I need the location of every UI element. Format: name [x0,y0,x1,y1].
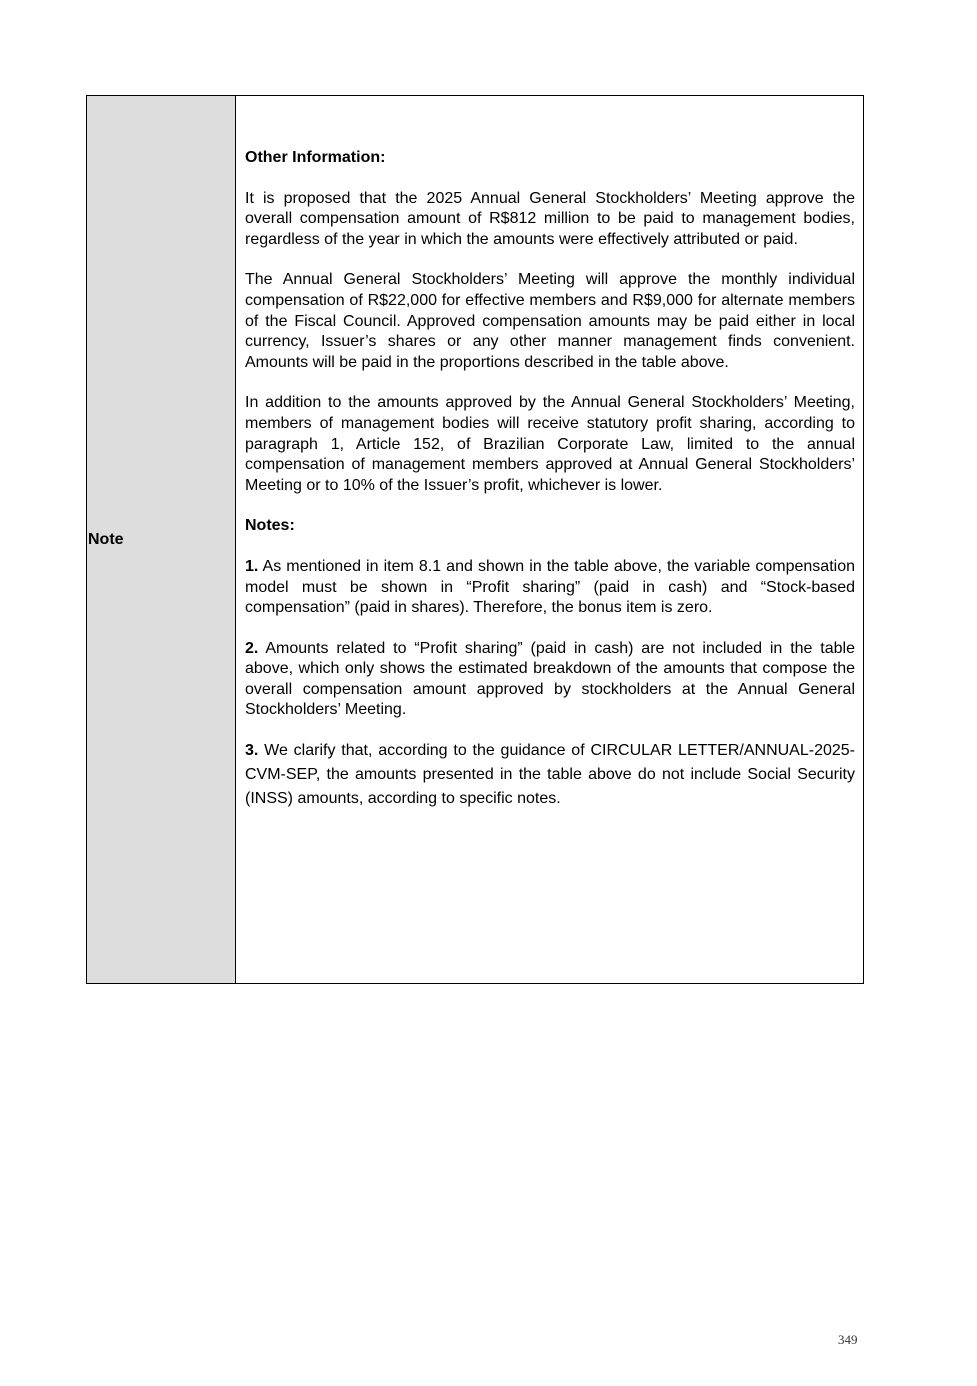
other-info-heading: Other Information: [245,149,386,166]
note-content-cell [236,96,863,983]
note-label-cell [87,96,236,983]
note-number: 3. [245,742,259,760]
note-item-1 [245,557,855,619]
note-table [86,95,864,984]
note-item-2 [245,639,855,721]
note-label: Note [88,530,124,548]
page-number: 349 [838,1332,858,1347]
paragraph-fiscal-council: The Annual General Stockholders’ Meeting will approve the monthly individual compensation of R$22,000 for effective members and R$9,000 for alternate members of the Fiscal Council. Approved compensation amounts may be paid either in local currency, Issuer’s shares or any other manner management finds convenient. Amounts will be paid in the proportions described in the table above. [245,271,855,371]
paragraph-overall-compensation: It is proposed that the 2025 Annual General Stockholders’ Meeting approve the overall compensation amount of R$812 million to be paid to management bodies, regardless of the year in which the amounts were effectively attributed or paid. [245,189,855,248]
note-text: As mentioned in item 8.1 and shown in the table above, the variable compensation model must be shown in “Profit sharing” (paid in cash) and “Stock-based compensation” (paid in shares). Therefore, the bonus item is zero. [245,557,855,617]
note-number: 1. [245,557,259,575]
paragraph-profit-sharing: In addition to the amounts approved by the Annual General Stockholders’ Meeting, members of management bodies will receive statutory profit sharing, according to paragraph 1, Article 152, of Brazilian Corporate Law, limited to the annual compensation of management members approved at Annual General Stockholders’ Meeting or to 10% of the Issuer’s profit, whichever is lower. [245,394,855,494]
note-number: 2. [245,639,259,657]
note-text: Amounts related to “Profit sharing” (paid in cash) are not included in the table above, which only shows the estimated breakdown of the amounts that compose the overall compensation amount approved by stockholders at the Annual General Stockholders’ Meeting. [245,639,855,719]
notes-heading: Notes: [245,517,295,535]
note-text: We clarify that, according to the guidance of CIRCULAR LETTER/ANNUAL-2025-CVM-SEP, the amounts presented in the table above do not include Social Security (INSS) amounts, according to specific notes. [245,742,855,808]
note-item-3 [245,739,855,811]
